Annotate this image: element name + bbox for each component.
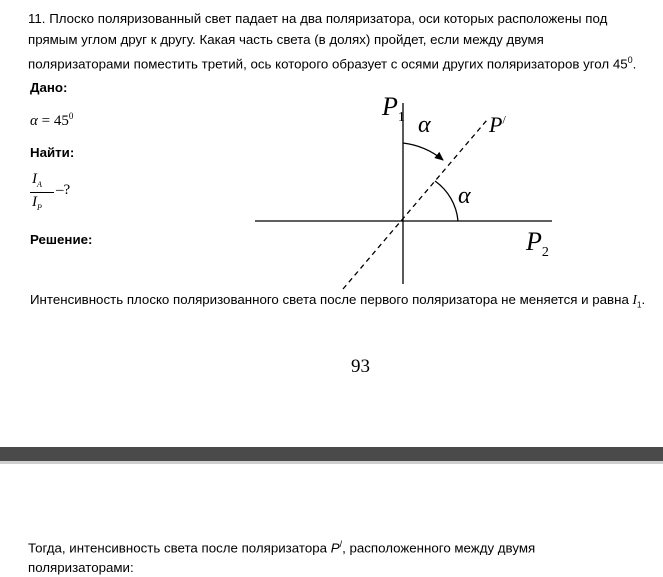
- polarizer-superscript: /: [339, 539, 343, 549]
- polarizer-symbol: P: [330, 540, 340, 556]
- equals-sign: =: [41, 113, 51, 129]
- angle-degree: 0: [68, 111, 74, 121]
- next-page-prefix: Тогда, интенсивность света после поляризатора: [28, 540, 331, 556]
- intensity-subscript: 1: [636, 300, 642, 310]
- intensity-sentence: Интенсивность плоско поляризованного света после первого поляризатора не меняется и равна: [30, 292, 633, 307]
- label-p2: [526, 227, 549, 261]
- page-separator: [0, 447, 663, 461]
- unknown-marker: –?: [56, 182, 71, 198]
- degree-superscript: 0: [627, 55, 633, 65]
- page-number: 93: [351, 356, 370, 377]
- given-heading: Дано:: [30, 80, 68, 95]
- problem-line-1: 11. Плоско поляризованный свет падает на два поляризатора, оси которых расположены под: [28, 11, 608, 26]
- problem-line-3-end: .: [632, 56, 637, 72]
- label-alpha-right: α: [458, 183, 471, 209]
- denominator-subscript: P: [37, 203, 42, 212]
- next-page-line-2: поляризаторами:: [28, 560, 134, 575]
- label-p-prime-letter: P: [489, 112, 503, 137]
- angle-arc-top: [403, 143, 443, 160]
- angle-value: 45: [53, 113, 69, 129]
- label-p1-subscript: 1: [397, 110, 405, 126]
- label-p2-subscript: 2: [541, 245, 549, 261]
- page-separator-shadow: [0, 461, 663, 464]
- numerator-subscript: A: [37, 180, 42, 189]
- label-p1-letter: P: [382, 92, 398, 121]
- label-p-prime-superscript: /: [502, 112, 506, 127]
- find-heading: Найти:: [30, 145, 75, 160]
- alpha-symbol: α: [30, 113, 38, 129]
- problem-line-3-text: поляризаторами поместить третий, ось которого образует с осями других поляризаторов угол 45: [28, 56, 628, 72]
- numerator-letter: I: [32, 171, 37, 187]
- denominator-letter: I: [32, 194, 37, 210]
- angle-arc-right: [435, 181, 458, 221]
- solution-heading: Решение:: [30, 232, 93, 247]
- label-alpha-top: α: [418, 112, 431, 138]
- intensity-text: [30, 292, 645, 310]
- label-p1: [382, 92, 405, 126]
- label-p2-letter: P: [526, 227, 542, 256]
- intensity-symbol: I: [632, 292, 637, 307]
- label-p-prime: [489, 112, 506, 138]
- intensity-period: .: [641, 292, 646, 307]
- next-page-suffix: , расположенного между двумя: [342, 540, 536, 556]
- problem-line-2: прямым углом друг к другу. Какая часть света (в долях) пройдет, если между двумя: [28, 32, 544, 47]
- next-page-line-1: [28, 539, 535, 555]
